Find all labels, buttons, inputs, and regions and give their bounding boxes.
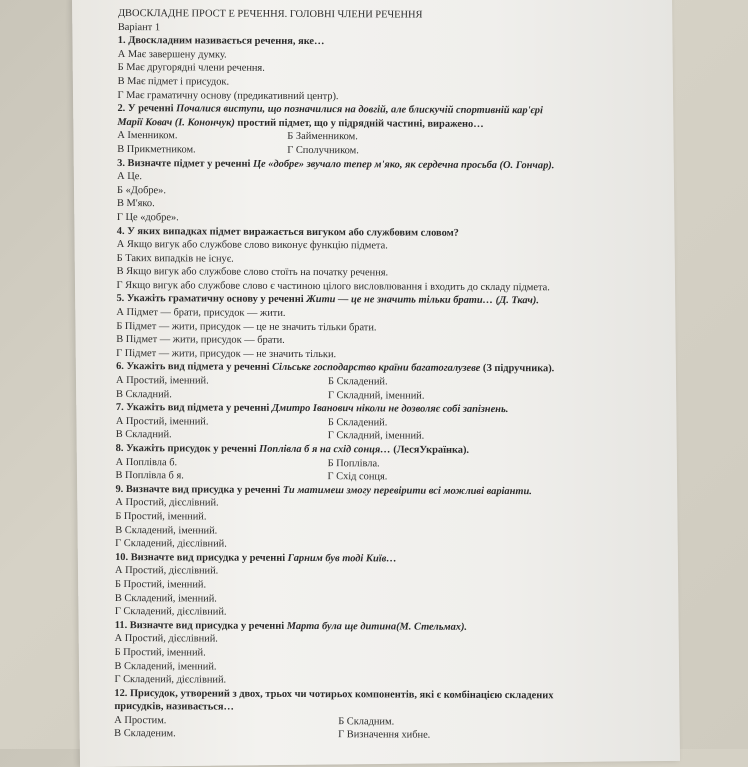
q9-option-b: Б Простий, іменний. bbox=[115, 510, 207, 523]
question-1: 1. Двоскладним називається речення, яке… bbox=[117, 35, 325, 48]
q5-option-b: Б Підмет — жити, присудок — це не значить тільки брати. bbox=[116, 320, 377, 334]
test-document bbox=[114, 7, 638, 744]
q4-option-b: Б Таких випадків не існує. bbox=[116, 252, 234, 265]
q8-suffix: (ЛесяУкраїнка). bbox=[390, 444, 470, 456]
variant-label: Варіант 1 bbox=[117, 21, 161, 33]
q5-prefix: 5. Укажіть граматичну основу у реченні bbox=[116, 293, 307, 306]
question-12-cont: присудків, називається… bbox=[114, 701, 234, 713]
q8-option-c: В Поплівла б я. bbox=[115, 470, 184, 482]
q8-option-a: А Поплівла б. bbox=[115, 456, 178, 468]
q11-quote: Марта була ще дитина(М. Стельмах). bbox=[286, 620, 468, 633]
q12-option-d: Г Визначення хибне. bbox=[338, 729, 431, 742]
q8-option-d: Г Схід сонця. bbox=[327, 471, 388, 483]
q3-option-a: А Це. bbox=[117, 171, 142, 183]
q5-quote: Жити — це не значить тільки брати… (Д. Ткач). bbox=[306, 294, 539, 307]
q10-quote: Гарним був тоді Київ… bbox=[287, 552, 397, 565]
q11-option-a: А Простий, дієслівний. bbox=[114, 633, 218, 645]
question-12: 12. Присудок, утворений з двох, трьох чи чотирьох компонентів, які є комбінацією складених bbox=[114, 687, 554, 701]
q7-option-c: В Складний. bbox=[115, 429, 172, 441]
q6-option-b: Б Складений. bbox=[328, 376, 388, 388]
q7-quote: Дмитро Іванович ніколи не дозволяє собі запізнень. bbox=[271, 403, 509, 416]
q8-option-b: Б Поплівла. bbox=[327, 457, 380, 469]
q1-option-d: Г Має граматичну основу (предикативний центр). bbox=[117, 89, 339, 102]
q10-option-a: А Простий, дієслівний. bbox=[115, 565, 219, 577]
q6-option-a: А Простий, іменний. bbox=[116, 375, 209, 387]
q6-prefix: 6. Укажіть вид підмета у реченні bbox=[116, 361, 273, 374]
q4-option-d: Г Якщо вигук або службове слово є частиною цілого висловлювання і входить до складу підмета. bbox=[116, 279, 550, 294]
q2-option-b: Б Займенником. bbox=[287, 131, 358, 143]
q11-option-d: Г Складений, дієслівний. bbox=[114, 674, 227, 686]
question-3 bbox=[117, 157, 637, 173]
q2-suffix: простий підмет, що у підрядній частині, виражено… bbox=[234, 117, 484, 130]
q2-option-a: А Іменником. bbox=[117, 130, 178, 142]
q11-prefix: 11. Визначте вид присудка у реченні bbox=[114, 619, 287, 632]
q2-option-c: В Прикметником. bbox=[117, 143, 196, 156]
q2-option-d: Г Сполучником. bbox=[287, 144, 359, 157]
q10-prefix: 10. Визначте вид присудка у реченні bbox=[115, 551, 288, 564]
q9-option-a: А Простий, дієслівний. bbox=[115, 497, 219, 509]
q9-option-c: В Складений, іменний. bbox=[115, 524, 218, 537]
q12-option-a: А Простим. bbox=[114, 714, 167, 727]
q3-prefix: 3. Визначте підмет у реченні bbox=[117, 157, 254, 170]
q9-option-d: Г Складений, дієслівний. bbox=[115, 538, 227, 550]
q9-prefix: 9. Визначте вид присудка у реченні bbox=[115, 483, 283, 496]
q3-quote: Це «добре» звучало тепер м'яко, як сердечна просьба (О. Гончар). bbox=[252, 158, 555, 171]
q10-option-b: Б Простий, іменний. bbox=[114, 578, 207, 591]
q5-option-a: А Підмет — брати, присудок — жити. bbox=[116, 307, 286, 319]
q4-option-a: А Якщо вигук або службове слово виконує функцію підмета. bbox=[116, 239, 388, 252]
q4-option-c: В Якщо вигук або службове слово стоїть на початку речення. bbox=[116, 266, 389, 279]
q12-option-c: В Складеним. bbox=[114, 728, 176, 740]
question-4: 4. У яких випадках підмет виражається вигуком або службовим словом? bbox=[116, 225, 459, 239]
q10-option-d: Г Складений, дієслівний. bbox=[114, 606, 227, 618]
q9-quote: Ти матимеш змогу перевірити всі можливі варіанти. bbox=[282, 484, 532, 497]
q2-prefix: 2. У реченні bbox=[117, 103, 177, 115]
q1-option-b: Б Має другорядні члени речення. bbox=[117, 62, 265, 75]
q6-suffix: (З підручника). bbox=[480, 363, 555, 375]
q3-option-c: В М'яко. bbox=[116, 198, 155, 210]
q8-quote: Поплівла б я на схід сонця… bbox=[259, 443, 391, 456]
q8-prefix: 8. Укажіть присудок у реченні bbox=[115, 442, 260, 455]
q6-quote: Сільське господарство країни багатогалузеве bbox=[272, 362, 481, 375]
q5-option-d: Г Підмет — жити, присудок — не значить тільки. bbox=[116, 347, 337, 360]
q3-option-b: Б «Добре». bbox=[117, 184, 167, 196]
q7-option-d: Г Складний, іменний. bbox=[327, 430, 425, 443]
q11-option-b: Б Простий, іменний. bbox=[114, 646, 206, 659]
q1-option-a: А Має завершену думку. bbox=[117, 48, 227, 61]
q6-option-c: В Складний. bbox=[115, 388, 172, 400]
q7-prefix: 7. Укажіть вид підмета у реченні bbox=[115, 402, 272, 415]
q1-option-c: В Має підмет і присудок. bbox=[117, 75, 230, 88]
q6-option-d: Г Складний, іменний. bbox=[327, 389, 425, 402]
doc-title: ДВОСКЛАДНЕ ПРОСТ Е РЕЧЕННЯ. ГОЛОВНІ ЧЛЕНИ РЕЧЕННЯ bbox=[117, 7, 423, 21]
q2-quote: Почалися виступи, що позначилися на довгій, але блискучій спортивній кар'єрі bbox=[176, 103, 543, 117]
q7-option-a: А Простий, іменний. bbox=[115, 415, 209, 428]
q12-options-row-2 bbox=[114, 727, 634, 743]
q12-option-b: Б Складним. bbox=[338, 716, 395, 728]
q7-option-b: Б Складений. bbox=[327, 416, 388, 429]
q11-option-c: В Складений, іменний. bbox=[114, 660, 217, 673]
q3-option-d: Г Це «добре». bbox=[116, 211, 179, 224]
q5-option-c: В Підмет — жити, присудок — брати. bbox=[116, 334, 285, 347]
q10-option-c: В Складений, іменний. bbox=[114, 592, 217, 605]
q2-quote-2: Марії Ковач (І. Конончук) bbox=[117, 116, 235, 129]
